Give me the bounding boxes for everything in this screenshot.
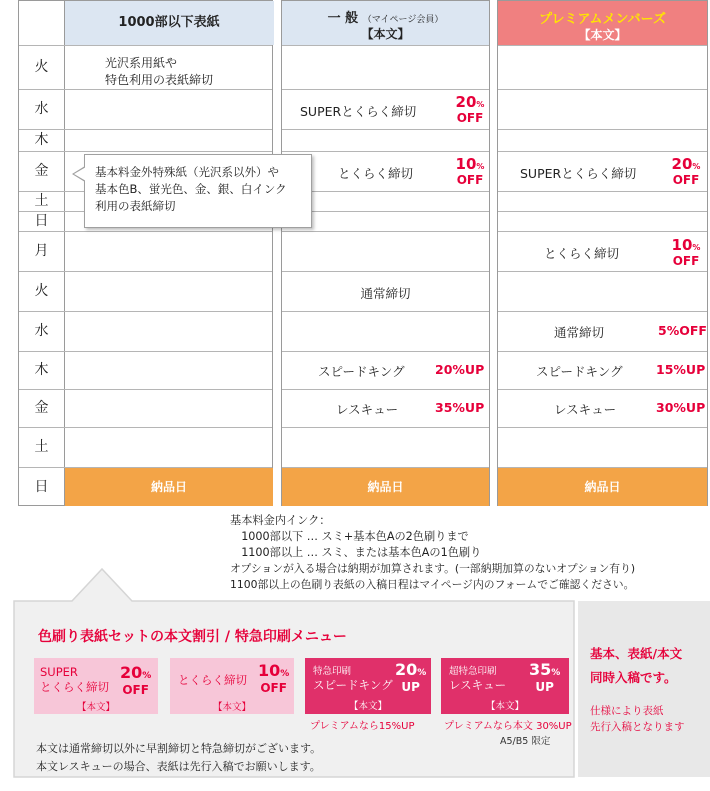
rescue-rate: 35%UP <box>435 400 485 415</box>
side-note-main-1: 基本、表紙/本文 <box>590 646 683 661</box>
cover-cutoff-line1: 光沢系用紙や <box>105 56 178 70</box>
rescue-label: レスキュー <box>336 402 399 417</box>
panel-side-box <box>578 601 710 777</box>
rescue-rate: 30%UP <box>656 400 706 415</box>
color-cover-note: 1100部以上の色刷り表紙の入稿日程はマイページ内のフォームでご確認ください。 <box>230 578 635 591</box>
discount-badge: 20% OFF <box>671 155 701 188</box>
cover-cutoff-line2: 特色利用の表紙締切 <box>105 73 214 87</box>
discount-badge: 20% OFF <box>455 93 485 126</box>
tokuraku-label: とくらく締切 <box>338 166 414 181</box>
day-label: 土 <box>34 439 49 455</box>
tokuraku-badge: とくらく締切 10% OFF 【本文】 <box>170 658 294 714</box>
speed-king-label: スピードキング <box>536 364 623 379</box>
panel-footnote-2: 本文レスキューの場合、表紙は先行入稿でお願いします。 <box>36 760 321 773</box>
general-column-sub: （マイページ会員） <box>362 15 444 25</box>
day-label: 火 <box>34 59 49 75</box>
day-label: 日 <box>34 479 49 495</box>
tokuraku-label: とくらく締切 <box>544 246 620 261</box>
normal-cutoff-label: 通常締切 <box>554 325 605 340</box>
super-tokuraku-label: SUPERとくらく締切 <box>520 166 637 181</box>
day-label: 水 <box>34 323 49 339</box>
panel-footnote-1: 本文は通常締切以外に早割締切と特急締切がございます。 <box>36 742 322 755</box>
delivery-day-cell: 納品日 <box>65 468 273 506</box>
speed-king-badge: 特急印刷 スピードキング 20% UP 【本文】 <box>305 658 431 714</box>
day-label: 金 <box>34 163 49 179</box>
day-label: 土 <box>34 193 49 209</box>
delivery-day-cell: 納品日 <box>498 468 707 506</box>
general-schedule-table <box>281 0 490 506</box>
speed-king-premium-note: プレミアムなら15%UP <box>310 721 415 732</box>
callout-line3: 利用の表紙締切 <box>95 199 176 213</box>
day-label: 金 <box>34 400 49 416</box>
side-note-main-2: 同時入稿です。 <box>590 670 677 685</box>
day-label: 木 <box>34 132 49 148</box>
option-note: オプションが入る場合は納期が加算されます。(一部納期加算のないオプション有り) <box>230 562 636 575</box>
rescue-premium-note: プレミアムなら本文 30%UP <box>444 721 572 732</box>
callout-line1: 基本料金外特殊紙（光沢系以外）や <box>95 165 279 179</box>
super-tokuraku-label: SUPERとくらく締切 <box>300 104 417 119</box>
ink-note-line2: 1100部以上 … スミ、または基本色Aの1色刷り <box>230 546 482 559</box>
speed-king-rate: 20%UP <box>435 362 485 377</box>
side-note-sub-2: 先行入稿となります <box>590 721 685 733</box>
premium-column-title: プレミアムメンバーズ <box>538 12 666 27</box>
normal-cutoff-label: 通常締切 <box>360 286 411 301</box>
day-label: 日 <box>34 213 49 229</box>
day-label: 月 <box>34 243 49 259</box>
callout-line2: 基本色B、蛍光色、金、銀、白インク <box>95 182 287 196</box>
ink-note-heading: 基本料金内インク： <box>230 514 331 527</box>
normal-cutoff-rate: 5%OFF <box>658 323 707 338</box>
general-column-title: 一 般 <box>327 11 359 26</box>
speed-king-rate: 15%UP <box>656 362 706 377</box>
premium-schedule-table <box>497 0 708 506</box>
general-column-sub2: 【本文】 <box>361 27 410 41</box>
discount-badge: 10% OFF <box>455 155 485 188</box>
rescue-label: レスキュー <box>554 402 617 417</box>
ink-note-line1: 1000部以下 … スミ+基本色Aの2色刷りまで <box>230 530 469 543</box>
day-label: 火 <box>34 283 49 299</box>
day-label: 水 <box>34 101 49 117</box>
panel-title: 色刷り表紙セットの本文割引 / 特急印刷メニュー <box>38 629 347 645</box>
rescue-badge: 超特急印刷 レスキュー 35% UP 【本文】 <box>441 658 569 714</box>
cover-column-title: 1000部以下表紙 <box>118 15 220 30</box>
day-label: 木 <box>34 362 49 378</box>
premium-column-sub2: 【本文】 <box>578 28 627 42</box>
delivery-day-cell: 納品日 <box>282 468 489 506</box>
super-tokuraku-badge: SUPER とくらく締切 20% OFF 【本文】 <box>34 658 158 714</box>
side-note-sub-1: 仕様により表紙 <box>590 705 664 717</box>
discount-badge: 10% OFF <box>671 236 701 269</box>
rescue-size-limit: A5/B5 限定 <box>500 736 551 747</box>
speed-king-label: スピードキング <box>318 364 405 379</box>
special-paper-callout <box>84 154 312 228</box>
cover-schedule-table <box>18 0 273 506</box>
